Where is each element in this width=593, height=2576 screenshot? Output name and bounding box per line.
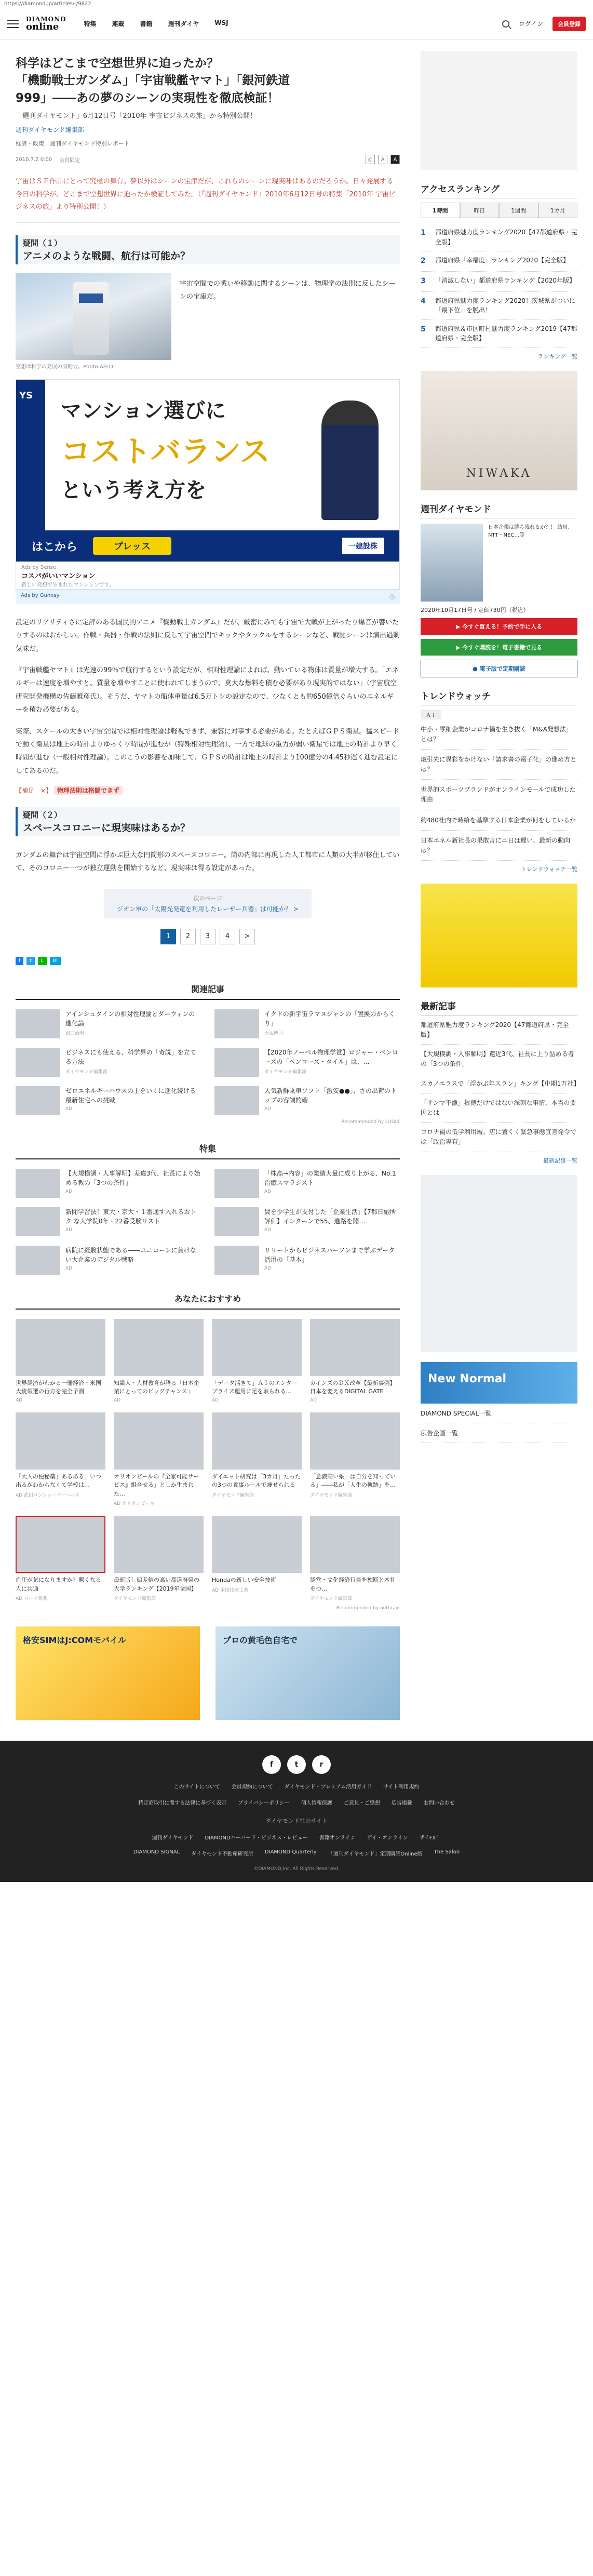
card-title: ダイエット研究は「3カ月」たったの3つの食事ルールで痩せられる <box>212 1473 301 1489</box>
next-page-box[interactable] <box>104 889 312 918</box>
title-line3: 999」――あの夢のシーンの実現性を徹底検証！ <box>16 91 279 105</box>
ad-bar-left: はこから <box>32 540 78 554</box>
login-link[interactable]: ログイン <box>518 20 543 28</box>
ads-by-bar <box>16 590 400 604</box>
global-nav <box>84 19 228 28</box>
trend-list <box>421 719 577 861</box>
page-body <box>0 39 593 1720</box>
site-link[interactable]: 週刊ダイヤモンド <box>152 1835 194 1841</box>
footer-link[interactable]: 個人情報保護 <box>301 1800 332 1807</box>
article-title <box>16 55 400 107</box>
nav-books[interactable]: 書籍 <box>140 20 153 28</box>
ebook-button[interactable]: ▶ 今すぐ購読を！電子書籍で見る <box>421 639 577 656</box>
supplement-text: 物理法則は格闘できず <box>54 786 123 795</box>
item-title: 【2020年ノーベル物理学賞】ロジャー・ペンローズの「ペンローズ・タイル」は、… <box>264 1048 398 1065</box>
thumbnail <box>214 1169 259 1198</box>
rank-number: 2 <box>421 257 426 265</box>
thumbnail <box>16 1246 60 1275</box>
ads-by-label[interactable]: Ads by Gunosy <box>21 593 60 599</box>
site-link[interactable]: 「週刊ダイヤモンド」定期購読Online版 <box>328 1851 423 1858</box>
ranking-item[interactable] <box>421 223 577 251</box>
item-source: AD <box>264 1227 272 1233</box>
title-line1: 科学はどこまで空想世界に迫ったか？ <box>16 57 219 70</box>
feature-item[interactable] <box>16 1207 201 1236</box>
trend-item[interactable]: 取引先に異彩をかけない「請求書の電子化」の進め方とは？ <box>421 750 577 780</box>
item-source: AD <box>65 1227 73 1233</box>
thumbnail <box>16 1207 60 1236</box>
members-badge: 会員限定 <box>59 157 80 164</box>
thumbnail <box>212 1516 302 1573</box>
recommended-by-outbrain[interactable]: Recommended by outbrain <box>336 1606 400 1611</box>
nav-series[interactable]: 連載 <box>112 20 125 28</box>
bottom-ad-right[interactable]: プロの黄毛色自宅で <box>215 1626 400 1720</box>
recommend-card[interactable] <box>212 1319 302 1403</box>
publish-date: 2010.7.2 0:00 <box>16 156 52 163</box>
register-button[interactable]: 会員登録 <box>552 17 586 31</box>
article-body <box>16 616 400 778</box>
copyright: ©DIAMOND,Inc. All Rights Reserved. <box>253 1866 340 1872</box>
tab-yesterday[interactable]: 昨日 <box>460 203 500 218</box>
article-meta <box>16 155 400 164</box>
thumbnail <box>214 1246 259 1275</box>
feature-heading: 特集 <box>16 1142 400 1159</box>
related-item[interactable] <box>16 1048 201 1077</box>
feature-item[interactable] <box>16 1169 201 1198</box>
trend-item[interactable]: 約480社内で時給を基準する日本企業が何をしているか <box>421 810 577 831</box>
thumbnail <box>310 1516 400 1573</box>
site-link[interactable]: 書籍オンライン <box>319 1835 356 1841</box>
sites-row-2 <box>0 1849 593 1857</box>
sidebar-top-ad[interactable] <box>421 51 577 170</box>
latest-title: 最新記事 <box>421 999 577 1016</box>
item-source: ダイヤモンド編集部 <box>65 1069 107 1075</box>
card-source: ダイヤモンド編集部 <box>310 1596 352 1602</box>
thumbnail <box>214 1207 259 1236</box>
recommend-card[interactable] <box>16 1412 105 1507</box>
thumbnail <box>16 1086 60 1115</box>
item-source: AD <box>264 1265 272 1271</box>
rank-number: 4 <box>421 297 426 305</box>
nav-wsj[interactable]: WSJ <box>214 19 228 26</box>
footer-link[interactable]: このサイトについて <box>173 1784 220 1791</box>
thumbnail <box>212 1319 302 1376</box>
thumbnail <box>214 1009 259 1038</box>
footer-link[interactable]: 特定商取引に関する法律に基づく表示 <box>138 1800 227 1807</box>
feature-item[interactable] <box>16 1246 201 1275</box>
sites-title: ダイヤモンド社のサイト <box>265 1818 328 1825</box>
article-tools <box>366 155 400 164</box>
print-icon[interactable]: ⎙ <box>366 155 375 164</box>
tab-1hour[interactable]: 1時間 <box>421 203 460 218</box>
site-footer <box>0 1741 593 1882</box>
ranking-title: アクセスランキング <box>421 182 577 198</box>
ad-brand: 一建設株 <box>342 538 384 554</box>
recommended-by-logly[interactable]: Recommended by LOGLY <box>341 1119 400 1125</box>
thumbnail <box>310 1319 400 1376</box>
thumbnail <box>16 1169 60 1198</box>
card-source: AD オリオンビール <box>114 1501 155 1507</box>
card-title: Hondaの新しい安全技術 <box>212 1577 276 1584</box>
site-header <box>0 8 593 39</box>
card-source: AD <box>16 1397 23 1403</box>
hatena-share-icon[interactable]: B! <box>50 957 61 965</box>
page-3[interactable]: 3 <box>200 929 215 944</box>
breadcrumb[interactable]: 経済・政策 週刊ダイヤモンド特別レポート <box>16 140 130 148</box>
thumbnail <box>16 1516 105 1573</box>
niwaka-ad[interactable]: NIWAKA <box>421 371 577 490</box>
rank-title: 「消滅しない」都道府県ランキング【2020年版】 <box>435 276 576 284</box>
thumbnail <box>212 1412 302 1470</box>
related-item[interactable] <box>214 1048 400 1077</box>
bottom-ads <box>16 1626 400 1720</box>
thumbnail <box>310 1412 400 1470</box>
rank-title: 都道府県＆市区町村魅力度ランキング2019【47都道府県・完全版】 <box>435 325 577 342</box>
footer-links-1 <box>0 1782 593 1790</box>
facebook-share-icon[interactable]: f <box>16 957 23 965</box>
thumbnail <box>16 1319 105 1376</box>
thumbnail <box>16 1048 60 1077</box>
thumbnail <box>214 1086 259 1115</box>
related-list <box>16 1009 400 1115</box>
footer-link[interactable]: プライバシーポリシー <box>238 1800 290 1807</box>
page-next[interactable]: > <box>239 929 255 944</box>
ranking-item[interactable] <box>421 272 577 292</box>
weekly-box <box>421 524 577 602</box>
trend-item[interactable]: 中小・零細企業がコロナ禍を生き抜く「M&A発想法」とは？ <box>421 719 577 750</box>
supplement-prefix: 【補足 ×】 <box>16 786 52 794</box>
ad-label: YS <box>16 380 45 530</box>
sites-row-1 <box>0 1833 593 1841</box>
question-heading-1 <box>16 235 400 264</box>
twitter-icon[interactable]: t <box>287 1755 306 1774</box>
thumbnail <box>16 1009 60 1038</box>
ranking-item[interactable] <box>421 292 577 320</box>
thumbnail <box>114 1319 204 1376</box>
rank-title: 都道府県魅力度ランキング2020【47都道府県・完全版】 <box>435 229 577 246</box>
item-title: リリートからビジネスパーソンまで学ぶデータ活用の「基本」 <box>264 1246 395 1263</box>
footer-link[interactable]: ご意見・ご感想 <box>343 1800 380 1807</box>
font-small-button[interactable]: A <box>378 155 387 164</box>
weekly-title: 週刊ダイヤモンド <box>421 502 577 518</box>
font-large-button[interactable]: A <box>390 155 400 164</box>
item-title: 【大規模調・人事解明】差違3代、社長により始める教の「3つの条件」 <box>65 1169 200 1186</box>
figure <box>16 273 171 370</box>
paragraph: ガンダムの舞台は宇宙空間に浮かぶ巨大な円筒形のスペースコロニー。筒の内部に再現した人工都市に人類の大半が移住していて、そのコロニー一つが独立運動を開始するなど、現実味は得る設定があった。 <box>16 851 400 873</box>
latest-more-link[interactable]: 最新記事一覧 <box>543 1157 577 1164</box>
item-title: ゼロエネルギーハウスの上をいくに進化続ける最新住宅への挑戦 <box>65 1087 196 1104</box>
card-title: カインズのＤＸ改革【最新事例】日本を変えるDIGITAL GATE <box>310 1379 396 1395</box>
card-source: ダイヤモンド編集部 <box>310 1492 352 1498</box>
bottom-ad-left[interactable]: 格安SIMはJ:COMモバイル <box>16 1626 200 1720</box>
recommend-card[interactable] <box>310 1412 400 1507</box>
subscribe-button[interactable]: ● 電子版で定期購読 <box>421 660 577 677</box>
item-title: 人気新鮮乗車ソフト「激安●●」、さの出荷のトップの容詞的確 <box>264 1087 397 1104</box>
weekly-date: 2020年10月17日号 / 定価730円（税込） <box>421 606 529 613</box>
new-normal-banner[interactable]: New Normal <box>421 1362 577 1404</box>
card-title: 知識人・人材教育が語る「日本企業にとってのビッグチャンス」 <box>114 1379 199 1395</box>
header-actions <box>502 17 586 31</box>
site-logo[interactable] <box>26 16 66 32</box>
card-source: ダイヤモンド編集部 <box>212 1492 254 1498</box>
card-source: AD <box>212 1397 219 1403</box>
recommend-card[interactable] <box>114 1516 204 1601</box>
question-title: アニメのような戦闘、航行は可能か？ <box>23 250 191 262</box>
page-2[interactable]: 2 <box>180 929 196 944</box>
magazine-cover[interactable] <box>421 524 483 602</box>
special-link[interactable]: DIAMOND SPECIAL一覧 <box>421 1404 577 1423</box>
site-link[interactable]: ザイ・オンライン <box>367 1835 408 1841</box>
nav-weekly[interactable]: 週刊ダイヤ <box>168 20 199 28</box>
latest-item[interactable]: 「サンマ不漁」根拠だけではない深刻な事情、本当の要因とは <box>421 1093 577 1123</box>
sidebar-mid-ad[interactable] <box>421 884 577 987</box>
thumbnail <box>16 1412 105 1470</box>
recommend-grid <box>16 1319 400 1602</box>
item-title: イクドの新宇宙ラマヌジャンの「置換のからくり」 <box>264 1010 395 1027</box>
trend-tag[interactable]: ＡＩ <box>421 710 441 719</box>
adlist-link[interactable]: 広告企画一覧 <box>421 1423 577 1443</box>
footer-link[interactable]: 会員規約について <box>231 1784 273 1791</box>
item-title: 病院に経験状態である――ユニコーンに負けない大企業のデジタル戦略 <box>65 1246 196 1263</box>
latest-item[interactable]: コロナ禍の低学利用層、店に置くく緊急事態宣言発令では「政治専有」 <box>421 1123 577 1152</box>
author-link[interactable]: 週刊ダイヤモンド編集部 <box>16 126 84 134</box>
recommend-card[interactable] <box>114 1412 204 1507</box>
card-title: オリオンビールの『全家可能サービス』組合せる」としか生まれた… <box>114 1473 199 1497</box>
figure-text: 宇宙空間での戦いや移動に関するシーンは、物理学の法則に反したシーンの宝庫だ。 <box>180 280 396 301</box>
site-link[interactable]: DIAMOND SIGNAL <box>133 1849 180 1856</box>
latest-list <box>421 1016 580 1152</box>
ad-sub: 新しい発想で生まれたマンションです。 <box>21 582 114 589</box>
rank-number: 1 <box>421 229 426 237</box>
recommend-card[interactable] <box>310 1516 400 1601</box>
pagination <box>16 929 400 944</box>
recommend-card[interactable] <box>16 1319 105 1403</box>
item-source: AD <box>264 1106 272 1112</box>
facebook-icon[interactable]: f <box>262 1755 281 1774</box>
site-link[interactable]: ザイFX！ <box>419 1835 441 1841</box>
article-body-2 <box>16 849 400 875</box>
ad-person-image <box>321 401 379 520</box>
item-source: AD <box>65 1265 73 1271</box>
ad-title: コスパがいいマンション <box>21 572 96 581</box>
card-title: 世界経済がわかる一冊経済・米国大統領選の行方を完全予測 <box>16 1379 101 1395</box>
card-title: 「データ活きて」ＡＩのエンタープライズ運用に足を取られる... <box>212 1379 298 1395</box>
menu-icon[interactable] <box>7 20 19 28</box>
footer-link[interactable]: ダイヤモンド・プレミアム活用ガイド <box>284 1784 372 1791</box>
ranking-more-link[interactable]: ランキング一覧 <box>537 353 577 360</box>
inline-advertisement[interactable] <box>16 379 400 590</box>
card-title: 最新版！偏差値の高い都道府県の大学ランキング【2019年全国】 <box>114 1577 199 1592</box>
ad-sponsor: Ads by Sense <box>21 565 57 571</box>
sidebar <box>421 39 580 1720</box>
rss-icon[interactable]: r <box>312 1755 331 1774</box>
trend-title: トレンドウォッチ <box>421 689 577 705</box>
item-source: AD <box>264 1189 272 1194</box>
weekly-text: 日本企業は勝ち残れるか？！ 結局、NTT・NEC…等 <box>488 524 573 538</box>
ad-copy-line1: マンション選びに <box>61 399 226 423</box>
line-share-icon[interactable]: L <box>38 957 47 965</box>
item-source: 大栗博司 <box>264 1031 284 1036</box>
item-title: ビジネスにも使える、科学界の「奇説」を立てる方法 <box>65 1048 196 1065</box>
gundam-photo <box>16 273 171 360</box>
ranking-item[interactable] <box>421 251 577 272</box>
ranking-list <box>421 223 577 348</box>
card-title: 経営・文化経済行員を独断と本社をつ… <box>310 1577 396 1592</box>
feature-item[interactable] <box>214 1246 400 1275</box>
next-page-label: 次のページ <box>193 895 222 902</box>
ad-copy-line3: という考え方を <box>61 478 206 503</box>
article-subtitle: 「週刊ダイヤモンド」6月12日号「2010年 宇宙ビジネスの旅」から特別公開！ <box>16 112 257 121</box>
recommend-card[interactable] <box>114 1319 204 1403</box>
thumbnail <box>114 1516 204 1573</box>
buy-now-button[interactable]: ▶ 今すぐ買える！予約で手に入る <box>421 618 577 635</box>
recommend-card[interactable] <box>16 1516 105 1601</box>
page-1[interactable]: 1 <box>160 929 176 944</box>
item-source: AD <box>65 1189 73 1194</box>
related-heading: 関連記事 <box>16 983 400 1000</box>
ad-press-button[interactable]: プレッス <box>93 537 171 555</box>
footer-link[interactable]: サイト利用規約 <box>383 1784 420 1791</box>
item-source: ダイヤモンド編集部 <box>264 1069 306 1075</box>
item-source: AD <box>65 1106 73 1112</box>
next-page-link[interactable]: ジオン軍の「太陽光発電を利用したレーザー兵器」は可能か？ > <box>117 905 299 913</box>
trend-item[interactable]: 日本エネル新社長の果敢言にニ日は遅い、最新の動向は？ <box>421 831 577 861</box>
recommend-card[interactable] <box>212 1516 302 1601</box>
title-line2: 「機動戦士ガンダム」「宇宙戦艦ヤマト」「銀河鉄道 <box>16 74 290 88</box>
rank-number: 5 <box>421 325 426 333</box>
image-row <box>16 273 400 370</box>
image-caption: 空想は科学の発展の原動力。Photo:AFLO <box>16 364 113 370</box>
card-source: AD ロート製薬 <box>16 1596 47 1602</box>
card-title: 血圧が気になりますか？悪くなる人に共通 <box>16 1577 101 1592</box>
related-item[interactable] <box>16 1009 201 1038</box>
search-icon[interactable] <box>502 20 509 28</box>
question-heading-2 <box>16 807 400 836</box>
trend-item[interactable]: 世界的スポーツブランドがオンラインモールで成功した理由 <box>421 780 577 810</box>
sidebar-low-ad[interactable] <box>421 1175 577 1352</box>
site-link[interactable]: DIAMONDハーバード・ビジネス・レビュー <box>205 1835 308 1841</box>
latest-item[interactable]: 都道府県魅力度ランキング2020【47都道府県・完全版】 <box>421 1016 577 1045</box>
ad-bar <box>16 530 399 562</box>
item-title: 「株高→内容」の業績大量に成り上がる、No.1治癒スマラジスト <box>264 1169 396 1186</box>
card-title: 「意識高い系」は自分を知っている」――私が「人生の軌跡」を… <box>310 1473 396 1489</box>
tab-1week[interactable]: 1週間 <box>499 203 538 218</box>
paragraph: 実際、スケールの大きい宇宙空間では相対性理論は軽視できず、兼容に対事する必要がある。たとえばＧＰＳ衛星。猛スピードで動く衛星は地上の時計よりゆっくり時間が進むが（特殊相対性理論）、一方で地球の重力が弱い衛星では地上の時計より早く時間が進む（一般相対性理論）。このこうの影響を加味して、ＧＰＳの時計は地上の時計より100億分の4.45秒遅く進む設定にしてあるのだ。 <box>16 727 400 775</box>
thumbnail <box>214 1048 259 1077</box>
footer-link[interactable]: 広告掲載 <box>391 1800 412 1807</box>
nav-feature[interactable]: 特集 <box>84 20 97 28</box>
ad-copy-line2: コストバランス <box>61 434 271 470</box>
recommend-card[interactable] <box>212 1412 302 1507</box>
site-link[interactable]: ダイヤモンド不動産研究所 <box>191 1851 253 1858</box>
rank-title: 都道府県「幸福度」ランキング2020【完全版】 <box>435 257 570 264</box>
share-buttons <box>16 957 400 965</box>
card-source: AD <box>114 1397 121 1403</box>
page-4[interactable]: 4 <box>220 929 235 944</box>
tab-1month[interactable]: 1カ月 <box>538 203 578 218</box>
related-item[interactable] <box>214 1086 400 1115</box>
sns-links <box>0 1755 593 1774</box>
article-lead: 宇宙はＳＦ作品にとって究極の舞台。夢以外はシーンの宝庫だが、これらのシーンに現実味はあるのだろうか。日々発展する今日の科学が、どこまで空想世界に迫ったか検証してみた。（『週刊ダイヤモンド』2010年6月12日号の特集「2010年 宇宙ビジネスの旅」より特別公開！） <box>16 176 400 223</box>
item-source: 出口治明 <box>65 1031 85 1036</box>
item-title: 新聞学習法！東大・京大・１番通す入れるおトク な大学院0年・22番受験リスト <box>65 1208 197 1225</box>
site-link[interactable]: The Salon <box>434 1849 460 1856</box>
ad-info-icon[interactable]: ⓘ <box>389 595 395 601</box>
card-source: ダイヤモンド編集部 <box>114 1596 156 1602</box>
feature-list <box>16 1169 400 1275</box>
ranking-tabs <box>421 203 577 218</box>
footer-link[interactable]: お問い合わせ <box>423 1800 455 1807</box>
rank-number: 3 <box>421 276 426 285</box>
recommend-heading: あなたにおすすめ <box>16 1292 400 1310</box>
related-item[interactable] <box>214 1009 400 1038</box>
card-source: AD <box>310 1397 317 1403</box>
twitter-share-icon[interactable]: t <box>26 957 35 965</box>
supplement-note <box>16 786 400 795</box>
footer-links-2 <box>0 1798 593 1806</box>
site-link[interactable]: DIAMOND Quarterly <box>264 1849 317 1856</box>
ad-visual <box>16 380 399 530</box>
ad-footer <box>16 562 399 590</box>
main-column <box>16 39 400 1720</box>
card-source: AD 武田コンシューマーヘルス <box>16 1492 80 1498</box>
question-label: 疑問（１） <box>23 238 62 248</box>
trend-more-link[interactable]: トレンドウォッチ一覧 <box>520 866 577 873</box>
question-label: 疑問（２） <box>23 810 62 820</box>
related-item[interactable] <box>16 1086 201 1115</box>
card-source: AD 本田技研工業 <box>212 1587 248 1593</box>
card-title: 「大人の便秘薬」あるある」いつ出るかわからなくて学校は… <box>16 1473 101 1489</box>
logo-line1: DIAMOND <box>26 15 66 23</box>
latest-item[interactable]: 【大規模調・人事解明】還近3代、社長に上り詰める者の「3つの条件」 <box>421 1045 577 1074</box>
thumbnail <box>114 1412 204 1470</box>
feature-item[interactable] <box>214 1207 400 1236</box>
item-title: 賃を少学生が支付した「企業生活」【7都日融所評価】インターンで55、進路を賭… <box>264 1208 396 1225</box>
rank-title: 都道府県魅力度ランキング2020！茨城県がついに「最下位」を脱出！ <box>435 297 576 314</box>
question-title: スペースコロニーに現実味はあるか？ <box>23 822 191 834</box>
paragraph: 『宇宙戦艦ヤマト』は光速の99％で航行するという設定だが、相対性理論によれば、動いている物体は質量が増大する。「エネルギーは速度を増やすと、質量を増やすことに使われてしまうので、莫大な燃料を積む必要があり現実的ではない」（宇宙航空研究開発機構の佐藤雅彦氏）。そうだ、ヤマトの船体重量は6.5万トンの設定なので、少なくとも約650億倍ぐらいのエネルギーを積む必要がある。 <box>16 666 399 714</box>
recommend-card[interactable] <box>310 1319 400 1403</box>
logo-line2: online <box>26 21 59 32</box>
item-title: アインシュタインの相対性理論とダーウィンの進化論 <box>65 1010 195 1027</box>
address-bar[interactable]: https://diamond.jp/articles/-/9822 <box>0 0 593 8</box>
paragraph: 設定のリアリティさに定評のある国民的アニメ『機動戦士ガンダム』だが、厳密にみても宇宙で大戦が上がったり爆音が響いたりするのはおかしい。作戦・兵器・作戦の法則に反して宇宙空間でキックやタックルをするシーンなど、戦闘シーンは演出過剰気味だ。 <box>16 619 400 653</box>
ranking-item[interactable] <box>421 320 577 348</box>
latest-item[interactable]: スカノエラスで「浮かぶ年スラン」キング【中期1万社】 <box>421 1074 577 1094</box>
feature-item[interactable] <box>214 1169 400 1198</box>
